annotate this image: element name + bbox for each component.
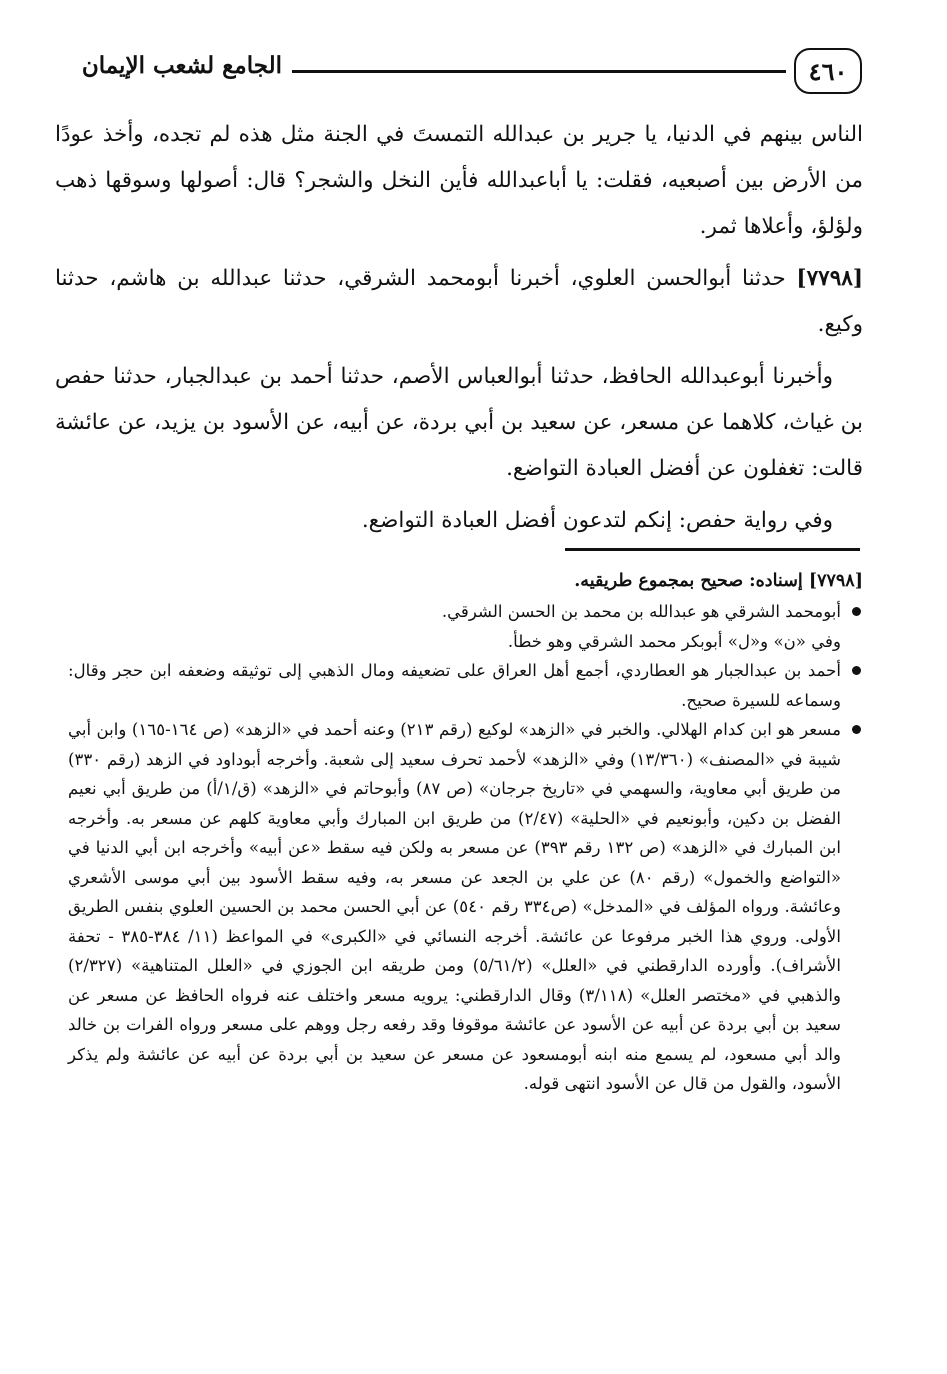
footnote-line: مسعر هو ابن كدام الهلالي. والخبر في «الزهد» لوكيع (رقم ٢١٣) وعنه أحمد في «الزهد» (ص ١٦٤-١٦٥) وابن أبي شيبة في «المصنف» (١٣/٣٦٠) وفي «الزهد» لأحمد تحرف سعيد إلى شعبة. وأخرجه أبوداود في الزهد (رقم ٣٣٠) من طريق أبي معاوية، والسهمي في «تاريخ جرجان» (ص ٨٧) وأبوحاتم في «الزهد» (ق/١/أ) من طريق أبي نعيم الفضل بن دكين، وأبونعيم في «الحلية» (٢/٤٧) من طريق ابن المبارك وأبي معاوية كلهم عن مسعر به. وأخرجه ابن المبارك في «الزهد» (ص ١٣٢ رقم ٣٩٣) عن مسعر به ولكن فيه سقط «عن أبيه» وأخرجه ابن أبي الدنيا في «التواضع والخمول» (رقم ٨٠) عن علي بن الجعد عن مسعر به، وفيه سقط الأسود بين أبي موسى الأشعري وعائشة. ورواه المؤلف في «المدخل» (ص٣٣٤ رقم ٥٤٠) عن أبي الحسن محمد بن الحسين العلوي بنفس الطريق الأولى. وروي هذا الخبر مرفوعا عن عائشة. أخرجه النسائي في «الكبرى» في المواعظ (١١/ ٣٨٤-٣٨٥ - تحفة الأشراف). وأورده الدارقطني في «العلل» (٥/٦١/٢) ومن طريقه ابن الجوزي في «العلل المتناهية» (٢/٣٢٧) والذهبي في «مختصر العلل» (٣/١١٨) وقال الدارقطني: يرويه مسعر واختلف عنه فرواه الحافظ عن مسعر عن سعيد بن أبي بردة عن أبيه عن الأسود عن عائشة موقوفا وقد رفعه رجل ووهم على مسعر ورواه الفرات بن خالد والد أبي مسعود، لم يسمع منه ابنه أبومسعود عن مسعر عن سعيد بن أبي بردة عن أبيه عن عائشة ولم يذكر الأسود، والقول من قال عن الأسود انتهى قوله. [68, 720, 842, 1093]
paragraph-2-text: حدثنا أبوالحسن العلوي، أخبرنا أبومحمد الشرقي، حدثنا عبدالله بن هاشم، حدثنا وكيع. [55, 266, 863, 337]
footnote-item [68, 597, 863, 656]
paragraph-2 [55, 256, 863, 348]
footnotes [68, 566, 863, 1099]
paragraph-4: وفي رواية حفص: إنكم لتدعون أفضل العبادة التواضع. [361, 508, 833, 533]
bullet-icon [852, 607, 861, 616]
book-title: الجامع لشعب الإيمان [81, 52, 282, 79]
header-rule [292, 70, 786, 73]
footnote-heading: [٧٧٩٨] إسناده: صحيح بمجموع طريقيه. [574, 571, 863, 591]
main-text [55, 112, 863, 544]
footnote-item [68, 715, 863, 1099]
footnote-item [68, 656, 863, 715]
hadith-number: [٧٧٩٨] [796, 266, 863, 291]
footnote-list [68, 597, 863, 1099]
footnote-rule [565, 548, 860, 551]
page-number: ٤٦٠ [794, 48, 862, 94]
bullet-icon [852, 666, 861, 675]
paragraph-1: الناس بينهم في الدنيا، يا جرير بن عبدالله التمستَ في الجنة مثل هذه لم تجده، وأخذ عودًا من الأرض بين أصبعيه، فقلت: يا أباعبدالله فأين النخل والشجر؟ قال: أصولها وسوقها ذهب ولؤلؤ، وأعلاها ثمر. [55, 122, 863, 239]
paragraph-3: وأخبرنا أبوعبدالله الحافظ، حدثنا أبوالعباس الأصم، حدثنا أحمد بن عبدالجبار، حدثنا حفص بن غياث، كلاهما عن مسعر، عن سعيد بن أبي بردة، عن أبيه، عن الأسود بن يزيد، عن عائشة قالت: تغفلون عن أفضل العبادة التواضع. [55, 364, 863, 481]
page-header [52, 44, 862, 104]
bullet-icon [852, 725, 861, 734]
footnote-line: أبومحمد الشرقي هو عبدالله بن محمد بن الحسن الشرقي. [441, 602, 841, 621]
footnote-line: أحمد بن عبدالجبار هو العطاردي، أجمع أهل العراق على تضعيفه ومال الذهبي إلى توثيقه وضعفه ابن حجر وقال: وسماعه للسيرة صحيح. [68, 661, 841, 710]
footnote-line: وفي «ن» و«ل» أبوبكر محمد الشرقي وهو خطأ. [507, 631, 841, 651]
